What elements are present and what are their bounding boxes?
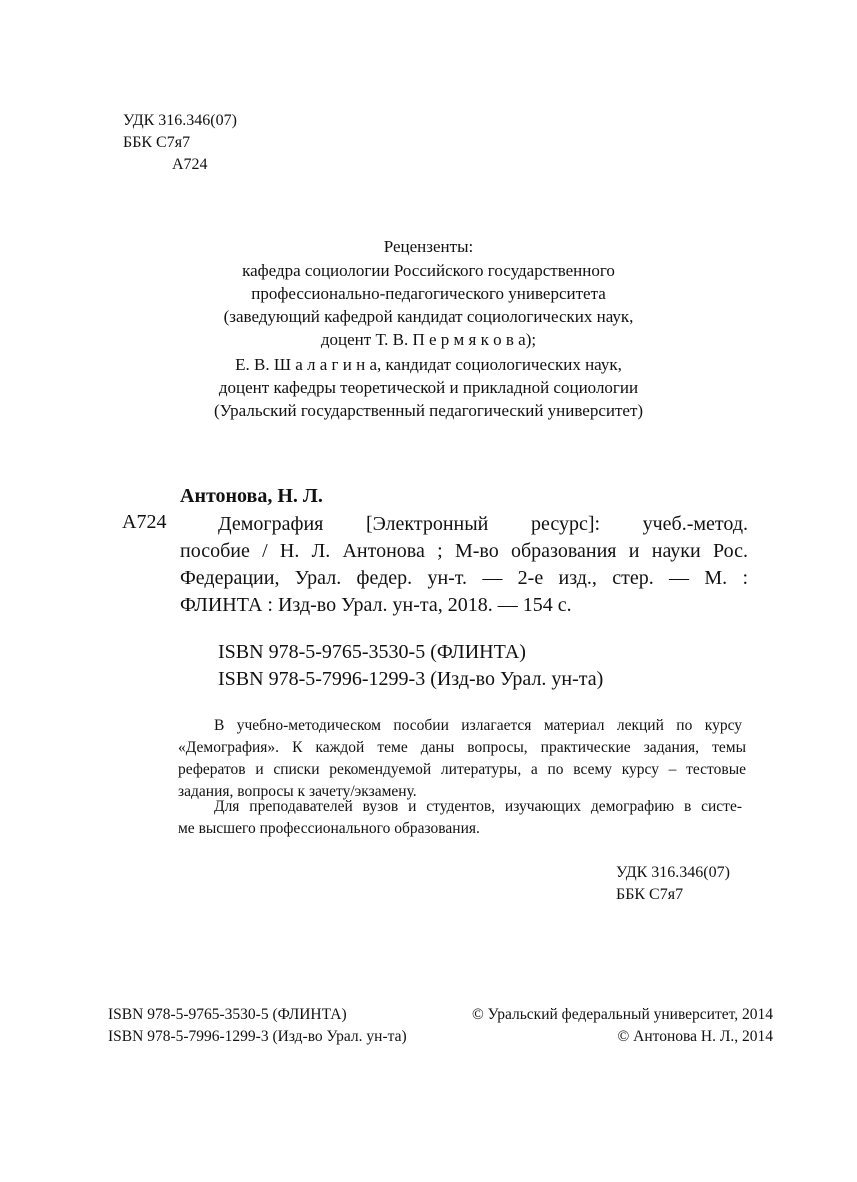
bbk-top: ББК С7я7 (123, 134, 191, 151)
annotation-line: «Демография». К каждой теме даны вопросы, практические задания, темы (178, 739, 746, 756)
code-top: А724 (172, 156, 208, 173)
annotation-line: В учебно-методическом пособии излагается материал лекций по курсу (214, 717, 742, 734)
footer-isbn: ISBN 978-5-9765-3530-5 (ФЛИНТА) (108, 1006, 347, 1023)
reviewer-person-line: Е. В. Ш а л а г и н а, кандидат социологических наук, (235, 355, 622, 374)
footer-isbn: ISBN 978-5-7996-1299-3 (Изд-во Урал. ун-та) (108, 1028, 407, 1045)
annotation-line: задания, вопросы к зачету/экзамену. (178, 783, 417, 800)
reviewer-person-line: (Уральский государственный педагогический университет) (213, 401, 644, 420)
reviewer-person-line: доцент кафедры теоретической и прикладной социологии (218, 378, 639, 397)
annotation-line: рефератов и списки рекомендуемой литературы, а по всему курсу – тестовые (178, 761, 746, 778)
reviewer-org-line: кафедра социологии Российского государственного (242, 261, 615, 280)
entry-line: Федерации, Урал. федер. ун-т. — 2-е изд., стер. — М. : (180, 567, 748, 589)
entry-code: А724 (122, 511, 167, 533)
footer-copyright: © Уральский федеральный университет, 2014 (471, 1006, 773, 1023)
annotation-line: ме высшего профессионального образования. (178, 820, 480, 837)
bbk-bottom: ББК С7я7 (616, 886, 684, 903)
entry-line: ФЛИНТА : Изд-во Урал. ун-та, 2018. — 154 с. (180, 594, 572, 616)
entry-isbn: ISBN 978-5-7996-1299-3 (Изд-во Урал. ун-та) (218, 668, 604, 690)
reviewers-heading: Рецензенты: (383, 237, 474, 256)
annotation-line: Для преподавателей вузов и студентов, изучающих демографию в систе- (214, 798, 742, 815)
reviewer-org-line: (заведующий кафедрой кандидат социологических наук, (223, 307, 634, 326)
footer-copyright: © Антонова Н. Л., 2014 (617, 1028, 773, 1045)
entry-line: пособие / Н. Л. Антонова ; М-во образования и науки Рос. (180, 540, 748, 562)
reviewer-org-line: доцент Т. В. П е р м я к о в а); (320, 330, 537, 349)
entry-line: Демография [Электронный ресурс]: учеб.-метод. (218, 513, 748, 535)
entry-author: Антонова, Н. Л. (180, 485, 323, 507)
entry-isbn: ISBN 978-5-9765-3530-5 (ФЛИНТА) (218, 641, 526, 663)
udk-bottom: УДК 316.346(07) (616, 864, 730, 881)
reviewer-org-line: профессионально-педагогического университета (251, 284, 606, 303)
udk-top: УДК 316.346(07) (123, 112, 237, 129)
